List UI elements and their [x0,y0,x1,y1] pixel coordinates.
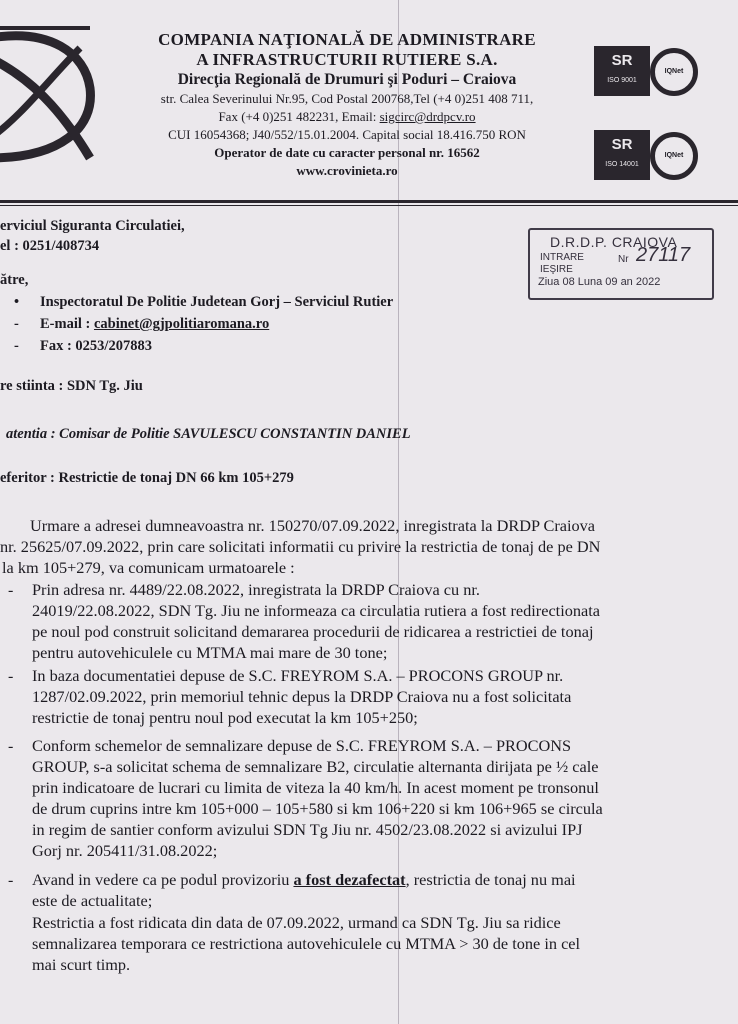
company-name-line2: A INFRASTRUCTURII RUTIERE S.A. [196,50,498,69]
iso-label: ISO 14001 [605,161,639,168]
point-line: 24019/22.08.2022, SDN Tg. Jiu ne informeaza ca circulatia rutiera a fost redirectionata [32,601,600,620]
intro-line: nr. 25625/07.09.2022, prin care solicitati informatii cu privire la restrictia de tonaj de pe DN [0,537,601,556]
point-line-emphasis: Avand in vedere ca pe podul provizoriu a fost dezafectat, restrictia de tonaj nu mai [32,870,576,889]
stamp-nr-value: 27117 [636,244,691,266]
directorate-name: Direcţia Regională de Drumuri şi Poduri – Craiova [177,71,517,88]
closing-line: semnalizarea temporara ce restrictiona autovehiculele cu MTMA > 30 de tone in cel [32,934,581,953]
sr-logo [594,130,650,180]
stamp-direction: INTRARE IEŞIRE [540,252,584,275]
closing-line: mai scurt timp. [32,955,131,974]
sender-department: erviciul Siguranta Circulatiei, [0,218,185,234]
recipient-institution: Inspectoratul De Politie Judetean Gorj – Serviciul Rutier [40,294,394,310]
point-line: 1287/02.09.2022, prin memoriul tehnic depus la DRDP Craiova nu a fost solicitata [32,687,572,706]
intro-line: Urmare a adresei dumneavoastra nr. 150270/07.09.2022, inregistrata la DRDP Craiova [30,516,596,535]
recipient-label: ătre, [0,272,29,288]
recipient-email-link[interactable]: cabinet@gjpolitiaromana.ro [93,316,270,332]
point-line: Prin adresa nr. 4489/22.08.2022, inregistrata la DRDP Craiova cu nr. [32,580,480,599]
stamp-date: Ziua 08 Luna 09 an 2022 [538,276,661,288]
attention-line: atentia : Comisar de Politie SAVULESCU CONSTANTIN DANIEL [6,426,411,442]
point-line: Conform schemelor de semnalizare depuse de S.C. FREYROM S.A. – PROCONS [32,736,572,755]
recipient-bullet: - [14,338,19,354]
certification-mark-quality [594,46,699,106]
point-line: pentru autovehiculele cu MTMA mai mare de 30 tone; [32,643,388,662]
fax-text: Fax (+4 0)251 482231, Email: [218,109,380,124]
iqnet-ring-icon: IQNet [650,132,698,180]
company-registry: CUI 16054368; J40/552/15.01.2004. Capital social 18.416.750 RON [168,127,526,142]
header-divider [0,200,738,203]
recipient-bullet: • [14,294,20,310]
sr-label: SR [611,136,633,153]
company-name-line1: COMPANIA NAŢIONALĂ DE ADMINISTRARE [158,30,536,49]
stamp-title: D.R.D.P. CRAIOVA [550,234,678,250]
iso-label: ISO 9001 [607,77,637,84]
point-bullet: - [8,738,14,755]
point-line: prin indicatoare de lucrari cu limita de viteza la 40 km/h. In acest moment pe tronsonul [32,778,599,797]
point-bullet: - [8,872,14,889]
recipient-email: E-mail : cabinet@gjpolitiaromana.ro [40,316,270,332]
dismantled-emphasis: a fost dezafectat [293,870,406,889]
point-line: Gorj nr. 205411/31.08.2022; [32,841,218,860]
point-line: pe noul pod construit solicitand demararea procedurii de ridicarea a restrictiei de tonaj [32,622,594,641]
sr-label: SR [611,52,633,69]
point-line: in regim de santier conform avizului SDN Tg Jiu nr. 4502/23.08.2022 si avizului IPJ [32,820,583,839]
point-line: de drum cuprins intre km 105+000 – 105+580 si km 106+220 si km 106+965 se circula [32,799,603,818]
point-line: In baza documentatiei depuse de S.C. FREYROM S.A. – PROCONS GROUP nr. [32,666,564,685]
letterhead [112,30,582,180]
stamp-nr-label: Nr [618,254,629,265]
recipient-fax: Fax : 0253/207883 [40,338,152,354]
company-email-link[interactable]: sigcirc@drdpcv.ro [379,109,476,124]
point-bullet: - [8,668,14,685]
point-bullet: - [8,582,14,599]
point-line: GROUP, s-a solicitat schema de semnalizare B2, circulatie alternanta dirijata pe ½ cale [32,757,599,776]
sender-phone: el : 0251/408734 [0,238,100,254]
registration-stamp [528,228,714,300]
company-fax-email [112,108,582,126]
data-operator: Operator de date cu caracter personal nr. 16562 [214,145,480,160]
point-line: restrictie de tonaj pentru noul pod executat la km 105+250; [32,708,418,727]
company-logo [0,18,100,168]
point-line: este de actualitate; [32,891,153,910]
sr-logo [594,46,650,96]
subject-line: eferitor : Restrictie de tonaj DN 66 km 105+279 [0,470,294,486]
company-website[interactable]: www.crovinieta.ro [296,163,398,178]
closing-line: Restrictia a fost ridicata din data de 07.09.2022, urmand ca SDN Tg. Jiu sa ridice [32,913,561,932]
header-divider-thin [0,205,738,206]
cc-line: re stiinta : SDN Tg. Jiu [0,378,143,394]
iqnet-ring-icon: IQNet [650,48,698,96]
company-address: str. Calea Severinului Nr.95, Cod Postal 200768,Tel (+4 0)251 408 711, [160,91,534,106]
certification-mark-environment [594,130,699,190]
recipient-bullet: - [14,316,19,332]
intro-line: la km 105+279, va comunicam urmatoarele : [2,558,295,577]
